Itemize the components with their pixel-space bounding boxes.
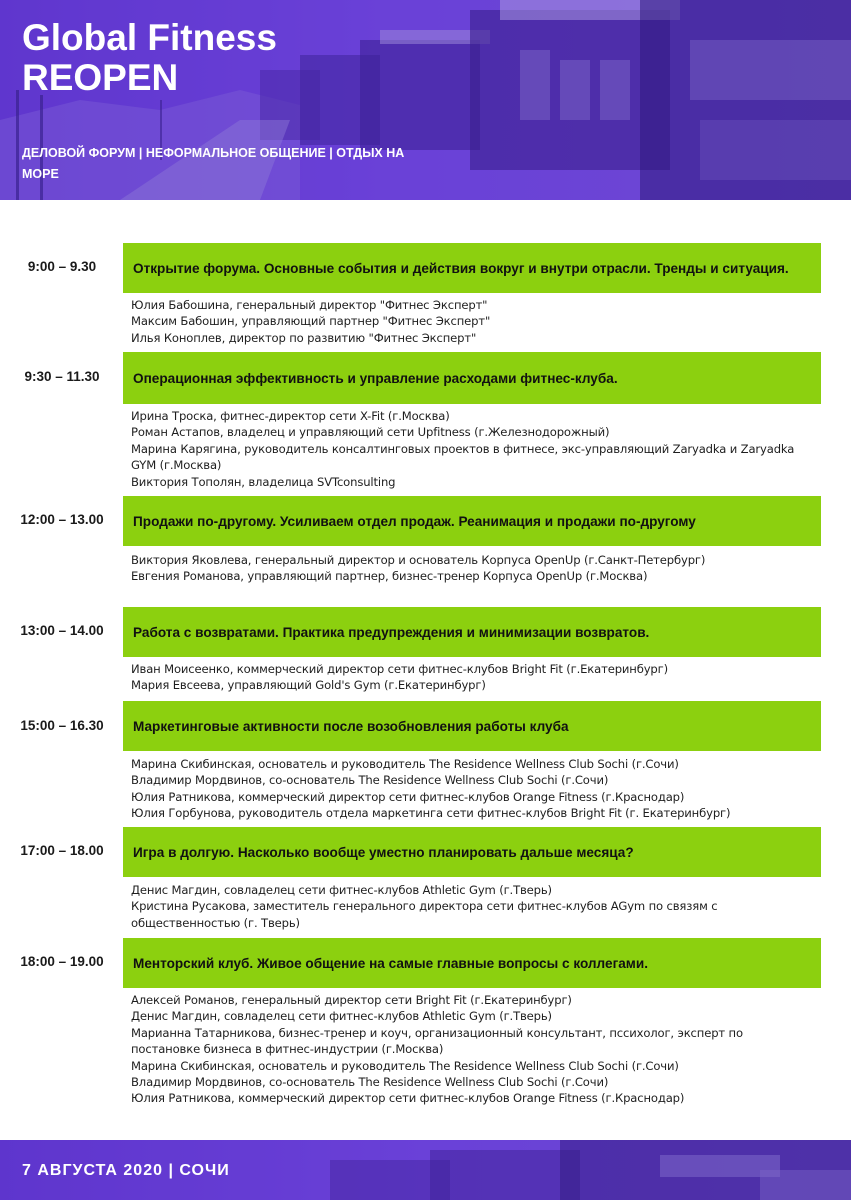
speaker-list bbox=[131, 756, 811, 822]
session-title: Продажи по-другому. Усиливаем отдел продаж. Реанимация и продажи по-другому bbox=[123, 496, 821, 546]
speaker-item: Иван Моисеенко, коммерческий директор сети фитнес-клубов Bright Fit (г.Екатеринбург) bbox=[131, 662, 668, 676]
speaker-item: Юлия Бабошина, генеральный директор "Фитнес Эксперт" bbox=[131, 298, 488, 312]
speaker-item: Денис Магдин, совладелец сети фитнес-клубов Athletic Gym (г.Тверь) bbox=[131, 883, 552, 897]
speaker-item: Алексей Романов, генеральный директор сети Bright Fit (г.Екатеринбург) bbox=[131, 993, 572, 1007]
session-time: 13:00 – 14.00 bbox=[20, 623, 104, 638]
footer-banner bbox=[0, 1140, 851, 1200]
session-title: Работа с возвратами. Практика предупреждения и минимизации возвратов. bbox=[123, 607, 821, 657]
event-subtitle: ДЕЛОВОЙ ФОРУМ | НЕФОРМАЛЬНОЕ ОБЩЕНИЕ | ОТДЫХ НА МОРЕ bbox=[22, 146, 405, 181]
speaker-item: Марианна Татарникова, бизнес-тренер и коуч, организационный консультант, пссихолог, эксперт по постановке бизнеса в фитнес-индустрии (г.Москва) bbox=[131, 1025, 743, 1057]
event-title-line1: Global Fitness bbox=[22, 17, 277, 58]
speaker-item: Юлия Ратникова, коммерческий директор сети фитнес-клубов Orange Fitness (г.Краснодар) bbox=[131, 1091, 685, 1106]
speaker-item: Виктория Тополян, владелица SVTconsulting bbox=[131, 474, 396, 489]
speaker-list bbox=[131, 552, 811, 585]
event-title-line2: REOPEN bbox=[22, 57, 179, 98]
speaker-item: Марина Карягина, руководитель консалтинговых проектов в фитнесе, экс-управляющий Zaryadka и Zaryadka GYM (г.Москва) bbox=[131, 441, 795, 473]
speaker-item: Марина Скибинская, основатель и руководитель The Residence Wellness Club Sochi (г.Сочи) bbox=[131, 757, 679, 771]
speaker-item: Роман Астапов, владелец и управляющий сети Upfitness (г.Железнодорожный) bbox=[131, 425, 610, 440]
speaker-list bbox=[131, 882, 811, 931]
speaker-item: Мария Евсеева, управляющий Gold's Gym (г.Екатеринбург) bbox=[131, 678, 486, 693]
speaker-item: Евгения Романова, управляющий партнер, бизнес-тренер Корпуса OpenUp (г.Москва) bbox=[131, 569, 648, 584]
session-title: Маркетинговые активности после возобновления работы клуба bbox=[123, 701, 821, 751]
session-title: Игра в долгую. Насколько вообще уместно планировать дальше месяца? bbox=[123, 827, 821, 877]
session-time: 17:00 – 18.00 bbox=[20, 843, 104, 858]
session-time: 9:00 – 9.30 bbox=[27, 259, 97, 274]
speaker-item: Кристина Русакова, заместитель генерального директора сети фитнес-клубов AGym по связям с общественностью (г. Тверь) bbox=[131, 899, 718, 930]
speaker-list bbox=[131, 408, 811, 490]
speaker-item: Юлия Горбунова, руководитель отдела маркетинга сети фитнес-клубов Bright Fit (г. Екатеринбург) bbox=[131, 806, 731, 821]
session-time: 12:00 – 13.00 bbox=[20, 512, 104, 527]
event-title bbox=[22, 18, 422, 98]
session-time: 18:00 – 19.00 bbox=[20, 954, 104, 969]
speaker-item: Виктория Яковлева, генеральный директор и основатель Корпуса OpenUp (г.Санкт-Петербург) bbox=[131, 553, 706, 567]
speaker-item: Юлия Ратникова, коммерческий директор сети фитнес-клубов Orange Fitness (г.Краснодар) bbox=[131, 789, 685, 804]
header-banner bbox=[0, 0, 851, 200]
speaker-item: Марина Скибинская, основатель и руководитель The Residence Wellness Club Sochi (г.Сочи) bbox=[131, 1058, 679, 1073]
speaker-list bbox=[131, 661, 811, 694]
speaker-item: Денис Магдин, совладелец сети фитнес-клубов Athletic Gym (г.Тверь) bbox=[131, 1009, 552, 1024]
speaker-item: Владимир Мордвинов, со-основатель The Residence Wellness Club Sochi (г.Сочи) bbox=[131, 773, 609, 788]
session-title: Открытие форума. Основные события и действия вокруг и внутри отрасли. Тренды и ситуация. bbox=[123, 243, 821, 293]
session-title: Менторский клуб. Живое общение на самые главные вопросы с коллегами. bbox=[123, 938, 821, 988]
event-date: 7 АВГУСТА 2020 | СОЧИ bbox=[22, 1162, 230, 1179]
session-time: 15:00 – 16.30 bbox=[20, 718, 104, 733]
speaker-item: Илья Коноплев, директор по развитию "Фитнес Эксперт" bbox=[131, 330, 477, 345]
speaker-item: Максим Бабошин, управляющий партнер "Фитнес Эксперт" bbox=[131, 314, 491, 329]
speaker-item: Ирина Троска, фитнес-директор сети X-Fit (г.Москва) bbox=[131, 409, 450, 423]
speaker-list bbox=[131, 297, 811, 346]
speaker-item: Владимир Мордвинов, со-основатель The Residence Wellness Club Sochi (г.Сочи) bbox=[131, 1075, 609, 1090]
session-title: Операционная эффективность и управление расходами фитнес-клуба. bbox=[123, 352, 821, 404]
speaker-list bbox=[131, 992, 811, 1107]
session-time: 9:30 – 11.30 bbox=[24, 369, 100, 384]
